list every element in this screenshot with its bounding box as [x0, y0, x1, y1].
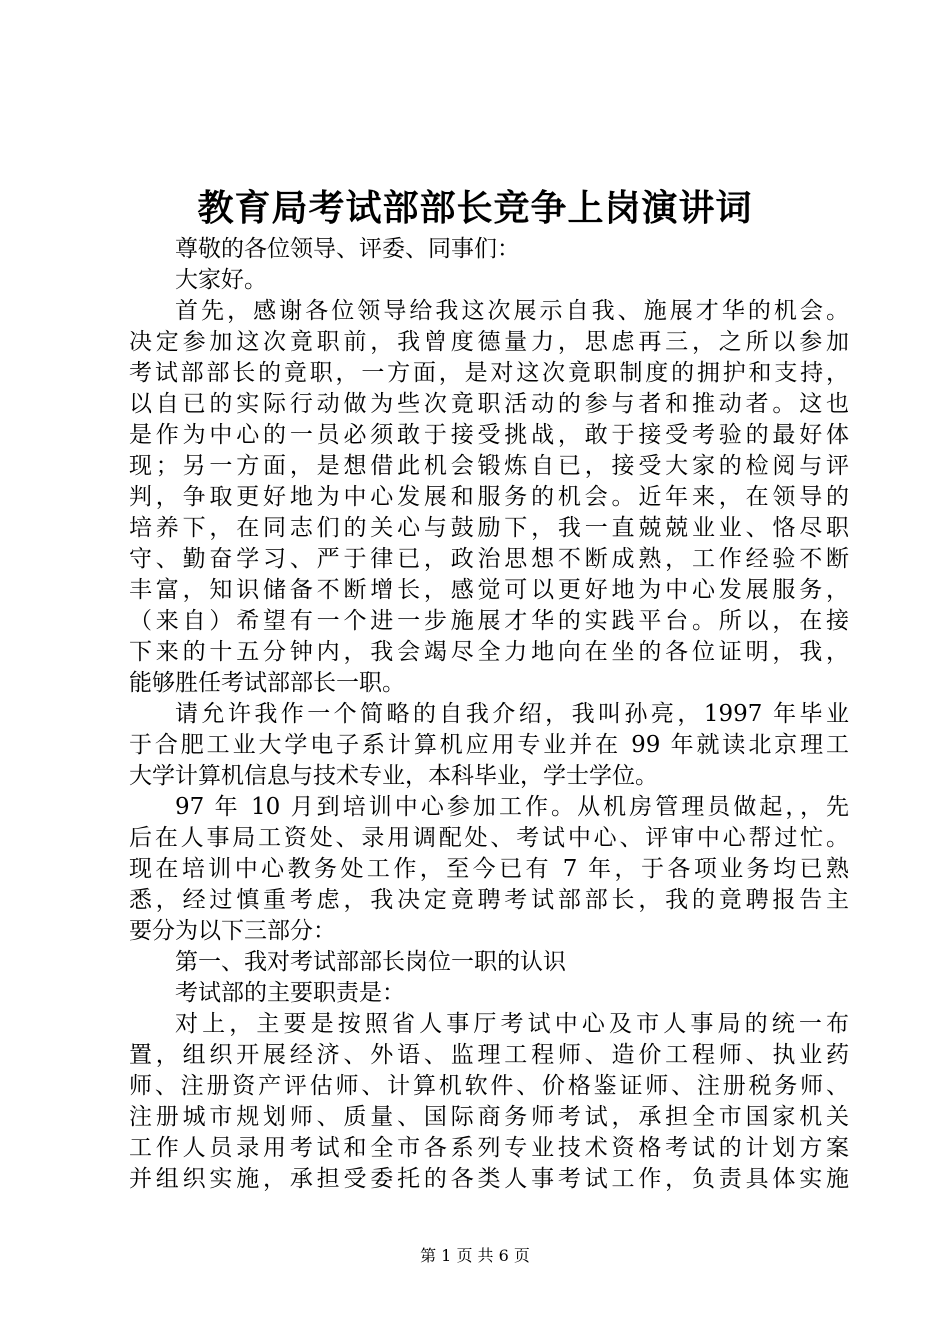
- text-line: 大家好。: [175, 267, 267, 293]
- text-line: 是作为中心的一员必须敢于接受挑战，敢于接受考验的最好体: [129, 422, 849, 448]
- text-line: 要分为以下三部分：: [129, 918, 336, 944]
- text-line: 师、注册资产评估师、计算机软件、价格鉴证师、注册税务师、: [129, 1073, 849, 1099]
- text-line: 首先，感谢各位领导给我这次展示自我、施展才华的机会。: [175, 298, 849, 324]
- text-line: 第一、我对考试部部长岗位一职的认识: [175, 949, 566, 975]
- text-line: 守、勤奋学习、严于律已，政治思想不断成熟，工作经验不断: [129, 546, 849, 572]
- text-line: 并组织实施，承担受委托的各类人事考试工作，负责具体实施: [129, 1166, 849, 1192]
- text-line: 下来的十五分钟内，我会竭尽全力地向在坐的各位证明，我，: [129, 639, 849, 665]
- text-line: 尊敬的各位领导、评委、同事们：: [175, 236, 520, 262]
- text-line: 大学计算机信息与技术专业，本科毕业，学士学位。: [129, 763, 658, 789]
- text-line: 现；另一方面，是想借此机会锻炼自已，接受大家的检阅与评: [129, 453, 849, 479]
- text-line: 后在人事局工资处、录用调配处、考试中心、评审中心帮过忙。: [129, 825, 849, 851]
- page-footer: 第 1 页 共 6 页: [420, 1246, 530, 1265]
- text-line: 决定参加这次竟职前，我曾度德量力，思虑再三，之所以参加: [129, 329, 849, 355]
- text-line: 考试部的主要职责是：: [175, 980, 405, 1006]
- text-line: 于合肥工业大学电子系计算机应用专业并在 99 年就读北京理工: [129, 732, 849, 758]
- text-line: 考试部部长的竟职，一方面，是对这次竟职制度的拥护和支持，: [129, 360, 849, 386]
- text-line: 请允许我作一个简略的自我介绍，我叫孙亮，1997 年毕业: [175, 701, 849, 727]
- text-line: 以自已的实际行动做为些次竟职活动的参与者和推动者。这也: [129, 391, 849, 417]
- text-line: 判，争取更好地为中心发展和服务的机会。近年来，在领导的: [129, 484, 849, 510]
- text-line: （来自）希望有一个进一步施展才华的实践平台。所以，在接: [129, 608, 849, 634]
- text-line: 置，组织开展经济、外语、监理工程师、造价工程师、执业药: [129, 1042, 849, 1068]
- text-line: 对上，主要是按照省人事厅考试中心及市人事局的统一布: [175, 1011, 849, 1037]
- text-line: 注册城市规划师、质量、国际商务师考试，承担全市国家机关: [129, 1104, 849, 1130]
- document-body: [129, 234, 849, 1195]
- text-line: 悉，经过慎重考虑，我决定竟聘考试部部长，我的竟聘报告主: [129, 887, 849, 913]
- text-line: 现在培训中心教务处工作，至今已有 7 年，于各项业务均已熟: [129, 856, 849, 882]
- text-line: 97 年 10 月到培训中心参加工作。从机房管理员做起，，先: [175, 794, 849, 820]
- text-line: 培养下，在同志们的关心与鼓励下，我一直兢兢业业、恪尽职: [129, 515, 849, 541]
- text-line: 丰富，知识储备不断增长，感觉可以更好地为中心发展服务，: [129, 577, 849, 603]
- text-line: 能够胜任考试部部长一职。: [129, 670, 405, 696]
- text-line: 工作人员录用考试和全市各系列专业技术资格考试的计划方案: [129, 1135, 849, 1161]
- document-title: 教育局考试部部长竞争上岗演讲词: [197, 187, 753, 229]
